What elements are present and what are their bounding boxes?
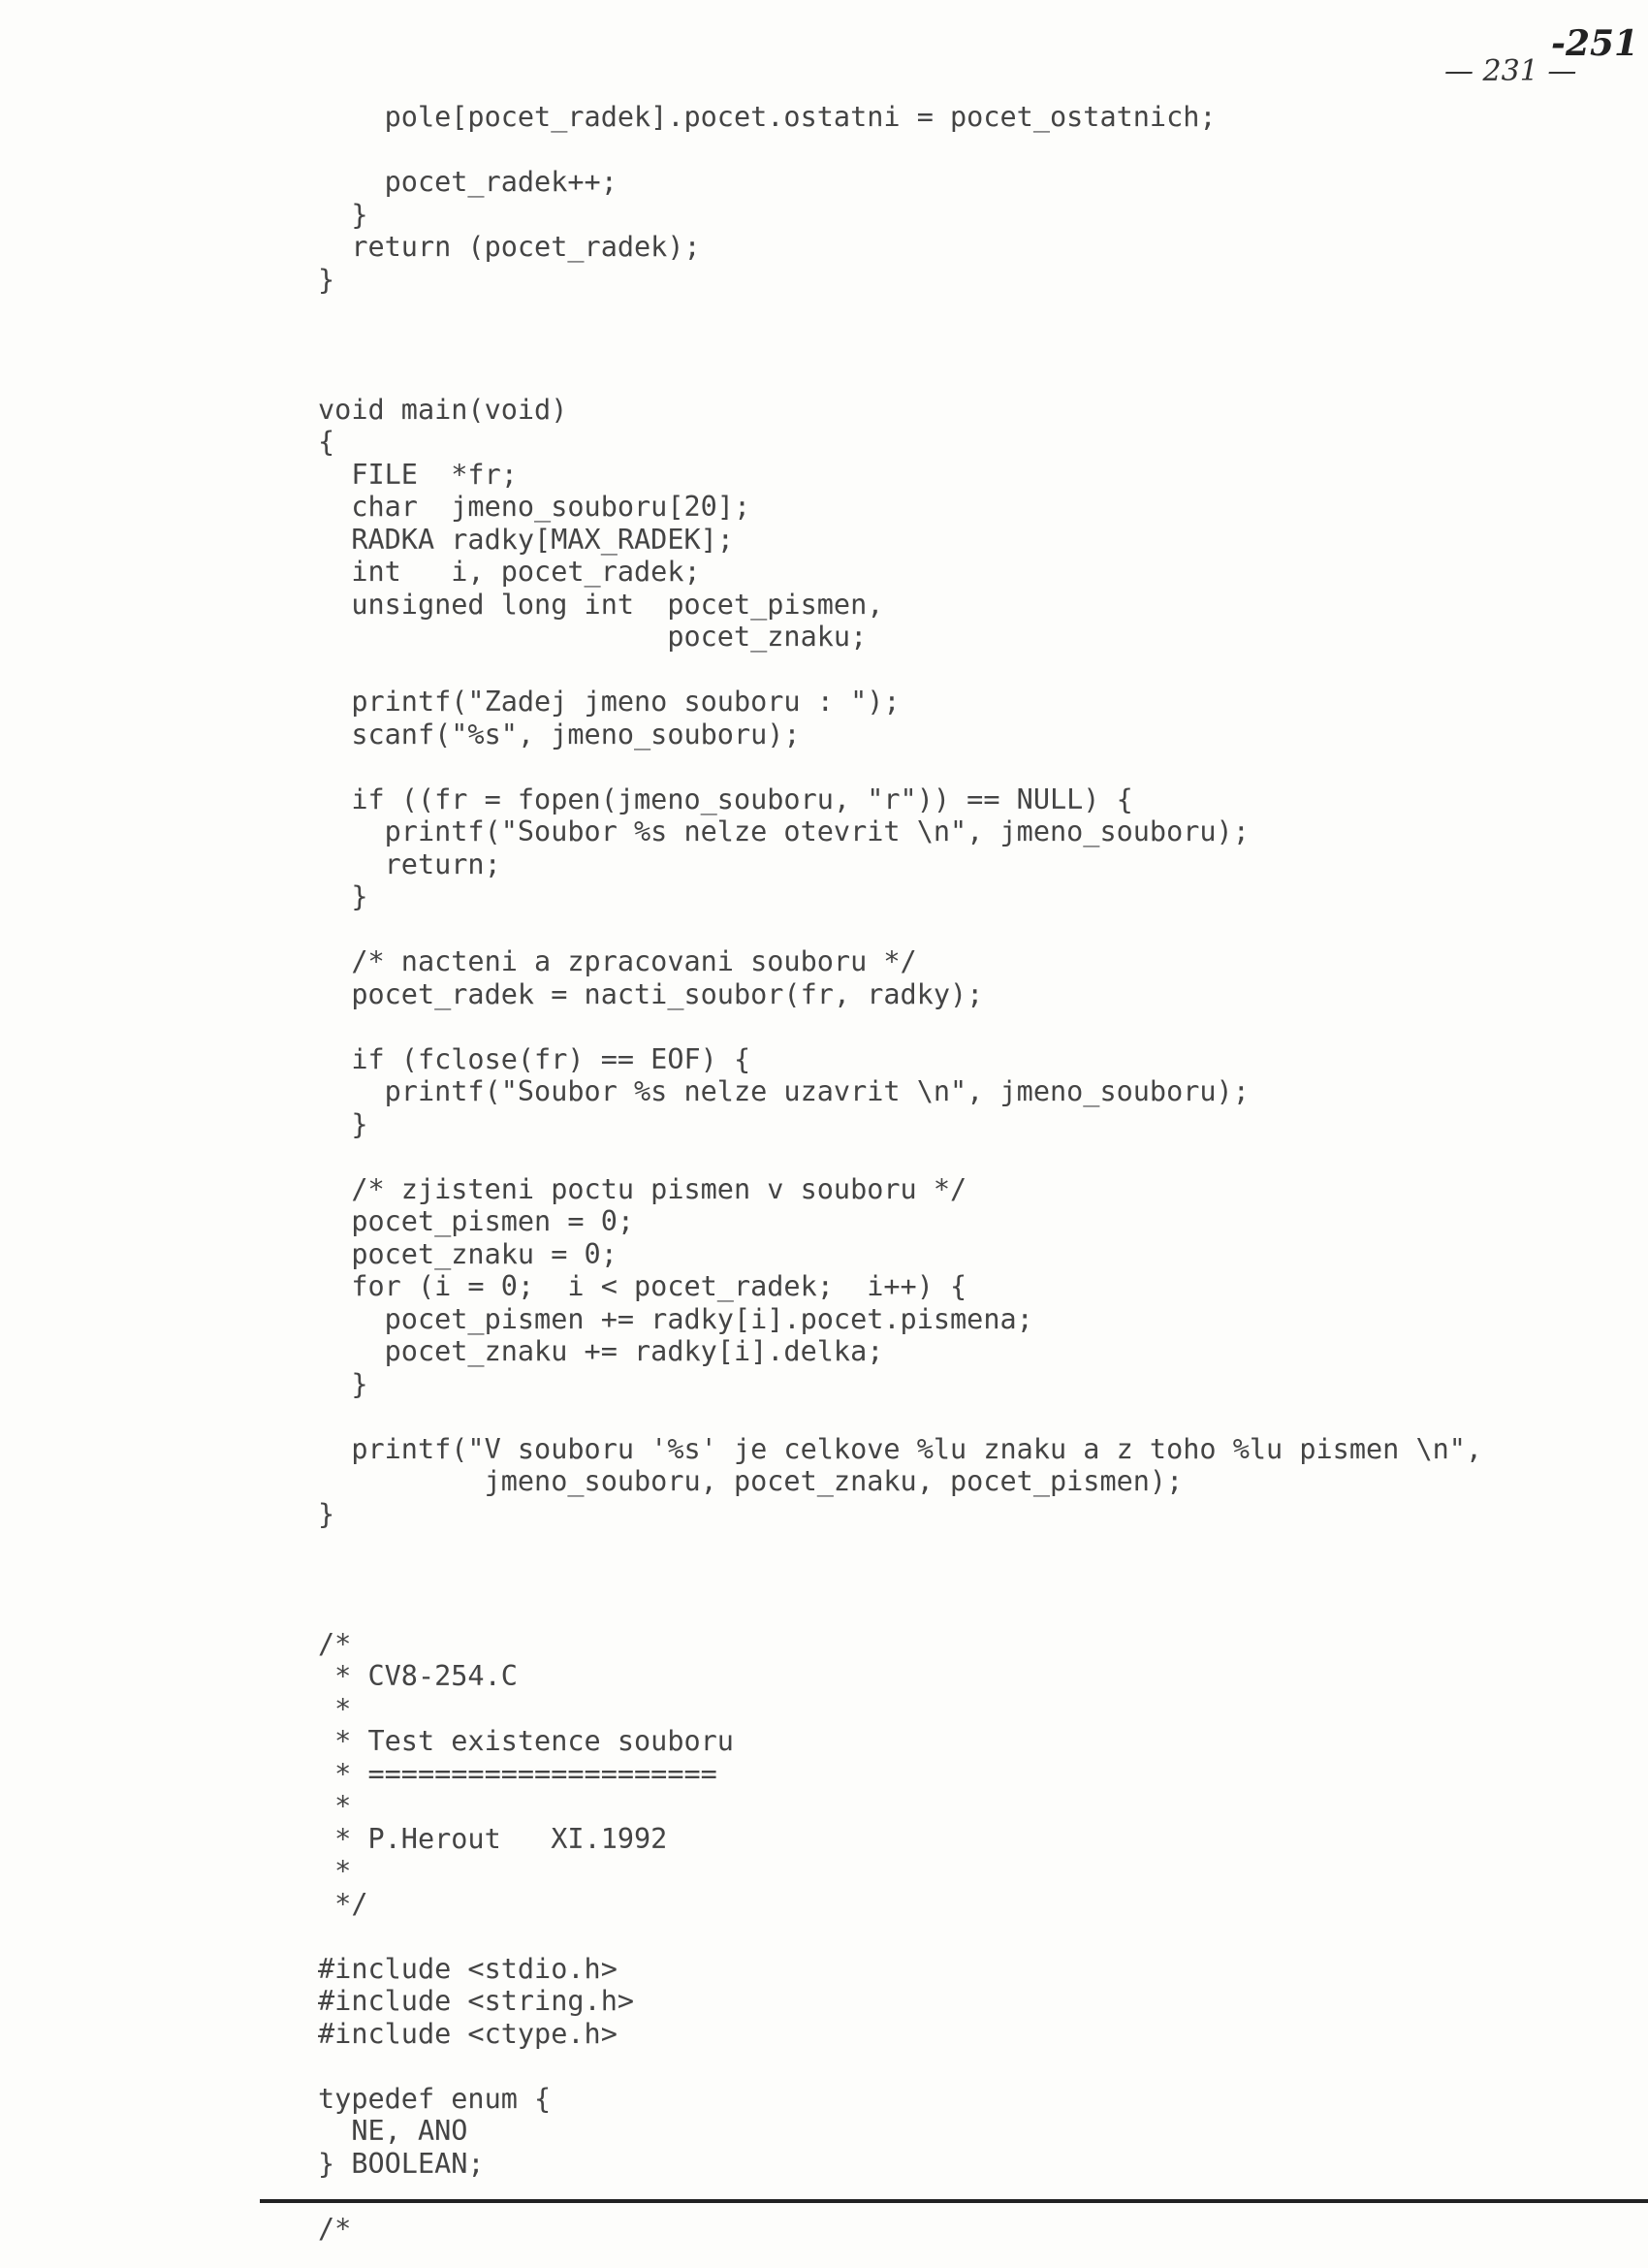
code-line: #include <string.h>: [318, 1985, 635, 2017]
code-line: for (i = 0; i < pocet_radek; i++) {: [318, 1270, 967, 1302]
code-line: [318, 361, 1482, 394]
code-line: }: [318, 263, 335, 296]
code-line: printf("V souboru '%s' je celkove %lu znaku a z toho %lu pismen \n",: [318, 1432, 1483, 1465]
code-line: }: [318, 1367, 368, 1400]
code-line: NE, ANO: [318, 2115, 468, 2147]
code-line: pocet_znaku += radky[i].delka;: [318, 1335, 884, 1367]
code-line: pole[pocet_radek].pocet.ostatni = pocet_ostatnich;: [318, 101, 1217, 133]
bottom-rule: [260, 2199, 1648, 2203]
code-line: unsigned long int pocet_pismen,: [318, 588, 884, 621]
page-number-secondary: — 231 —: [1444, 54, 1577, 88]
code-line: pocet_radek = nacti_soubor(fr, radky);: [318, 977, 984, 1010]
code-line: #include <ctype.h>: [318, 2017, 618, 2050]
code-line: [318, 751, 1482, 783]
code-line: }: [318, 880, 368, 912]
code-line: void main(void): [318, 393, 568, 426]
code-line: [318, 296, 1482, 329]
code-line: [318, 1563, 1482, 1596]
code-line: [318, 913, 1482, 946]
code-line: pocet_znaku = 0;: [318, 1237, 618, 1270]
code-line: [318, 329, 1482, 362]
code-line: [318, 1920, 1482, 1953]
code-line: */: [318, 1887, 368, 1920]
code-line: [318, 1400, 1482, 1433]
code-line: return (pocet_radek);: [318, 231, 701, 263]
code-listing: [318, 101, 1482, 2245]
code-line: * =====================: [318, 1757, 717, 1790]
code-line: int i, pocet_radek;: [318, 556, 701, 588]
code-line: printf("Soubor %s nelze otevrit \n", jmeno_souboru);: [318, 815, 1250, 847]
code-line: [318, 1530, 1482, 1563]
code-line: if (fclose(fr) == EOF) {: [318, 1042, 751, 1075]
code-line: *: [318, 1855, 352, 1887]
code-line: * P.Herout XI.1992: [318, 1822, 668, 1855]
code-line: typedef enum {: [318, 2082, 552, 2115]
code-line: if ((fr = fopen(jmeno_souboru, "r")) == NULL) {: [318, 783, 1133, 815]
page-number: -251: [1551, 23, 1639, 64]
code-line: pocet_pismen = 0;: [318, 1205, 635, 1237]
code-line: [318, 1595, 1482, 1628]
code-line: }: [318, 1497, 335, 1530]
code-line: {: [318, 426, 335, 458]
code-line: pocet_radek++;: [318, 166, 618, 198]
code-line: [318, 2050, 1482, 2083]
code-line: jmeno_souboru, pocet_znaku, pocet_pismen);: [318, 1465, 1184, 1497]
code-line: pocet_znaku;: [318, 621, 868, 653]
code-line: /*: [318, 2212, 352, 2245]
code-line: printf("Soubor %s nelze uzavrit \n", jmeno_souboru);: [318, 1075, 1250, 1107]
code-line: printf("Zadej jmeno souboru : ");: [318, 686, 901, 718]
code-line: *: [318, 1692, 352, 1725]
code-line: /* zjisteni poctu pismen v souboru */: [318, 1172, 967, 1205]
code-line: #include <stdio.h>: [318, 1952, 618, 1985]
code-line: /*: [318, 1627, 352, 1660]
code-line: [318, 1140, 1482, 1173]
code-line: }: [318, 1107, 368, 1140]
code-line: * CV8-254.C: [318, 1660, 518, 1692]
code-line: } BOOLEAN;: [318, 2147, 485, 2180]
code-line: pocet_pismen += radky[i].pocet.pismena;: [318, 1302, 1033, 1335]
code-line: char jmeno_souboru[20];: [318, 491, 751, 523]
code-line: FILE *fr;: [318, 458, 518, 491]
code-line: /* nacteni a zpracovani souboru */: [318, 945, 917, 977]
code-line: return;: [318, 847, 501, 880]
code-line: scanf("%s", jmeno_souboru);: [318, 718, 801, 751]
code-line: RADKA radky[MAX_RADEK];: [318, 523, 734, 556]
code-line: [318, 134, 1482, 167]
code-line: }: [318, 198, 368, 231]
code-line: [318, 2180, 1482, 2213]
code-line: [318, 654, 1482, 687]
code-line: *: [318, 1790, 352, 1822]
code-line: [318, 1010, 1482, 1043]
code-line: * Test existence souboru: [318, 1725, 734, 1757]
